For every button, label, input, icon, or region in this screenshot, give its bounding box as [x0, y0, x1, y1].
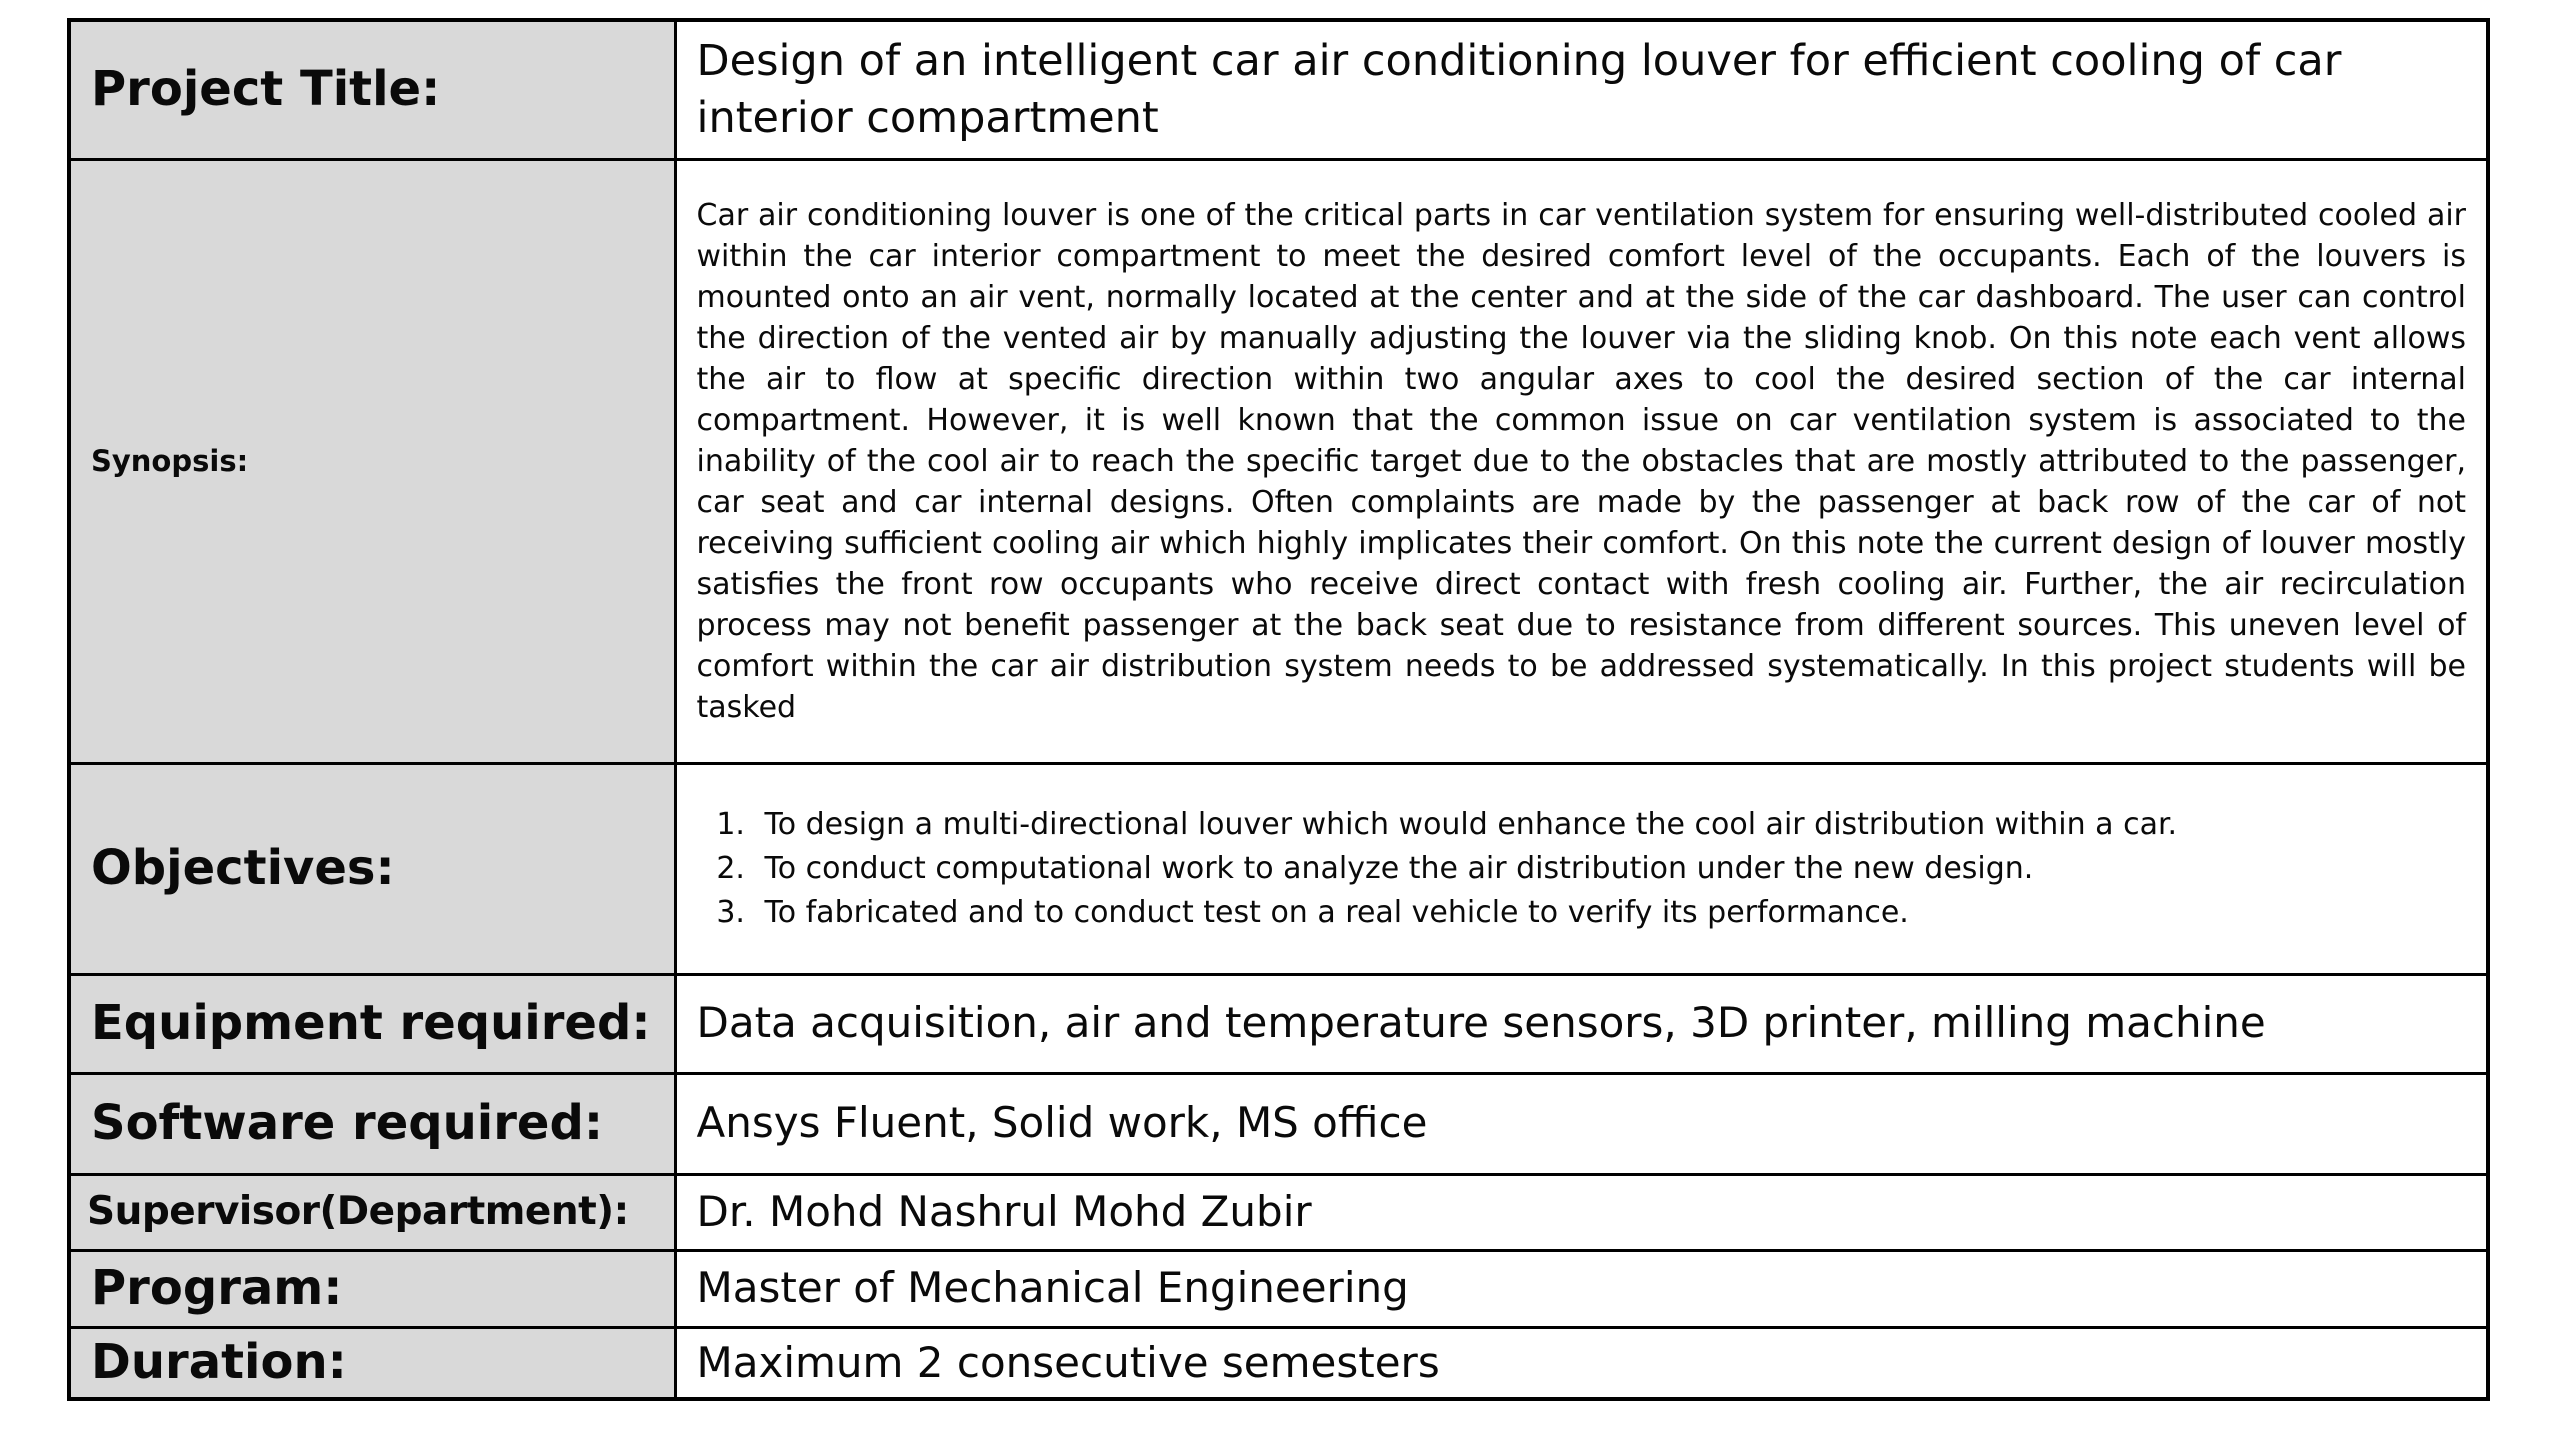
table-row-objectives — [69, 763, 2488, 974]
program-value: Master of Mechanical Engineering — [675, 1250, 2488, 1327]
objective-item: 1. To design a multi-directional louver which would enhance the cool air distribution within a car. — [755, 805, 2467, 845]
software-required-value: Ansys Fluent, Solid work, MS office — [675, 1073, 2488, 1174]
table-row-duration — [69, 1327, 2488, 1399]
objective-item: 3. To fabricated and to conduct test on a real vehicle to verify its performance. — [755, 893, 2467, 933]
table-row-project-title — [69, 20, 2488, 159]
objective-item: 2. To conduct computational work to analyze the air distribution under the new design. — [755, 849, 2467, 889]
equipment-required-label: Equipment required: — [69, 974, 675, 1073]
table-row-program — [69, 1250, 2488, 1327]
table-row-software — [69, 1073, 2488, 1174]
objectives-value — [675, 763, 2488, 974]
table-row-equipment — [69, 974, 2488, 1073]
supervisor-label: Supervisor(Department): — [69, 1174, 675, 1250]
duration-label: Duration: — [69, 1327, 675, 1399]
equipment-required-value: Data acquisition, air and temperature sensors, 3D printer, milling machine — [675, 974, 2488, 1073]
synopsis-value: Car air conditioning louver is one of the critical parts in car ventilation system for ensuring well-distributed cooled air within the car interior compartment to meet the desired comfort level of the occupants. Each of the louvers is mounted onto an air vent, normally located at the center and at the side of the car dashboard. The user can control the direction of the vented air by manually adjusting the louver via the sliding knob. On this note each vent allows the air to flow at specific direction within two angular axes to cool the desired section of the car internal compartment. However, it is well known that the common issue on car ventilation system is associated to the inability of the cool air to reach the specific target due to the obstacles that are mostly attributed to the passenger, car seat and car internal designs. Often complaints are made by the passenger at back row of the car of not receiving sufficient cooling air which highly implicates their comfort. On this note the current design of louver mostly satisfies the front row occupants who receive direct contact with fresh cooling air. Further, the air recirculation process may not benefit passenger at the back seat due to resistance from different sources. This uneven level of comfort within the car air distribution system needs to be addressed systematically. In this project students will be tasked — [675, 159, 2488, 763]
duration-value: Maximum 2 consecutive semesters — [675, 1327, 2488, 1399]
objectives-label: Objectives: — [69, 763, 675, 974]
supervisor-value: Dr. Mohd Nashrul Mohd Zubir — [675, 1174, 2488, 1250]
project-info-table — [67, 18, 2490, 1401]
project-title-label: Project Title: — [69, 20, 675, 159]
program-label: Program: — [69, 1250, 675, 1327]
software-required-label: Software required: — [69, 1073, 675, 1174]
table-row-synopsis — [69, 159, 2488, 763]
project-title-value: Design of an intelligent car air conditioning louver for efficient cooling of car interior compartment — [675, 20, 2488, 159]
synopsis-label: Synopsis: — [69, 159, 675, 763]
table-row-supervisor — [69, 1174, 2488, 1250]
objectives-list — [697, 805, 2467, 933]
